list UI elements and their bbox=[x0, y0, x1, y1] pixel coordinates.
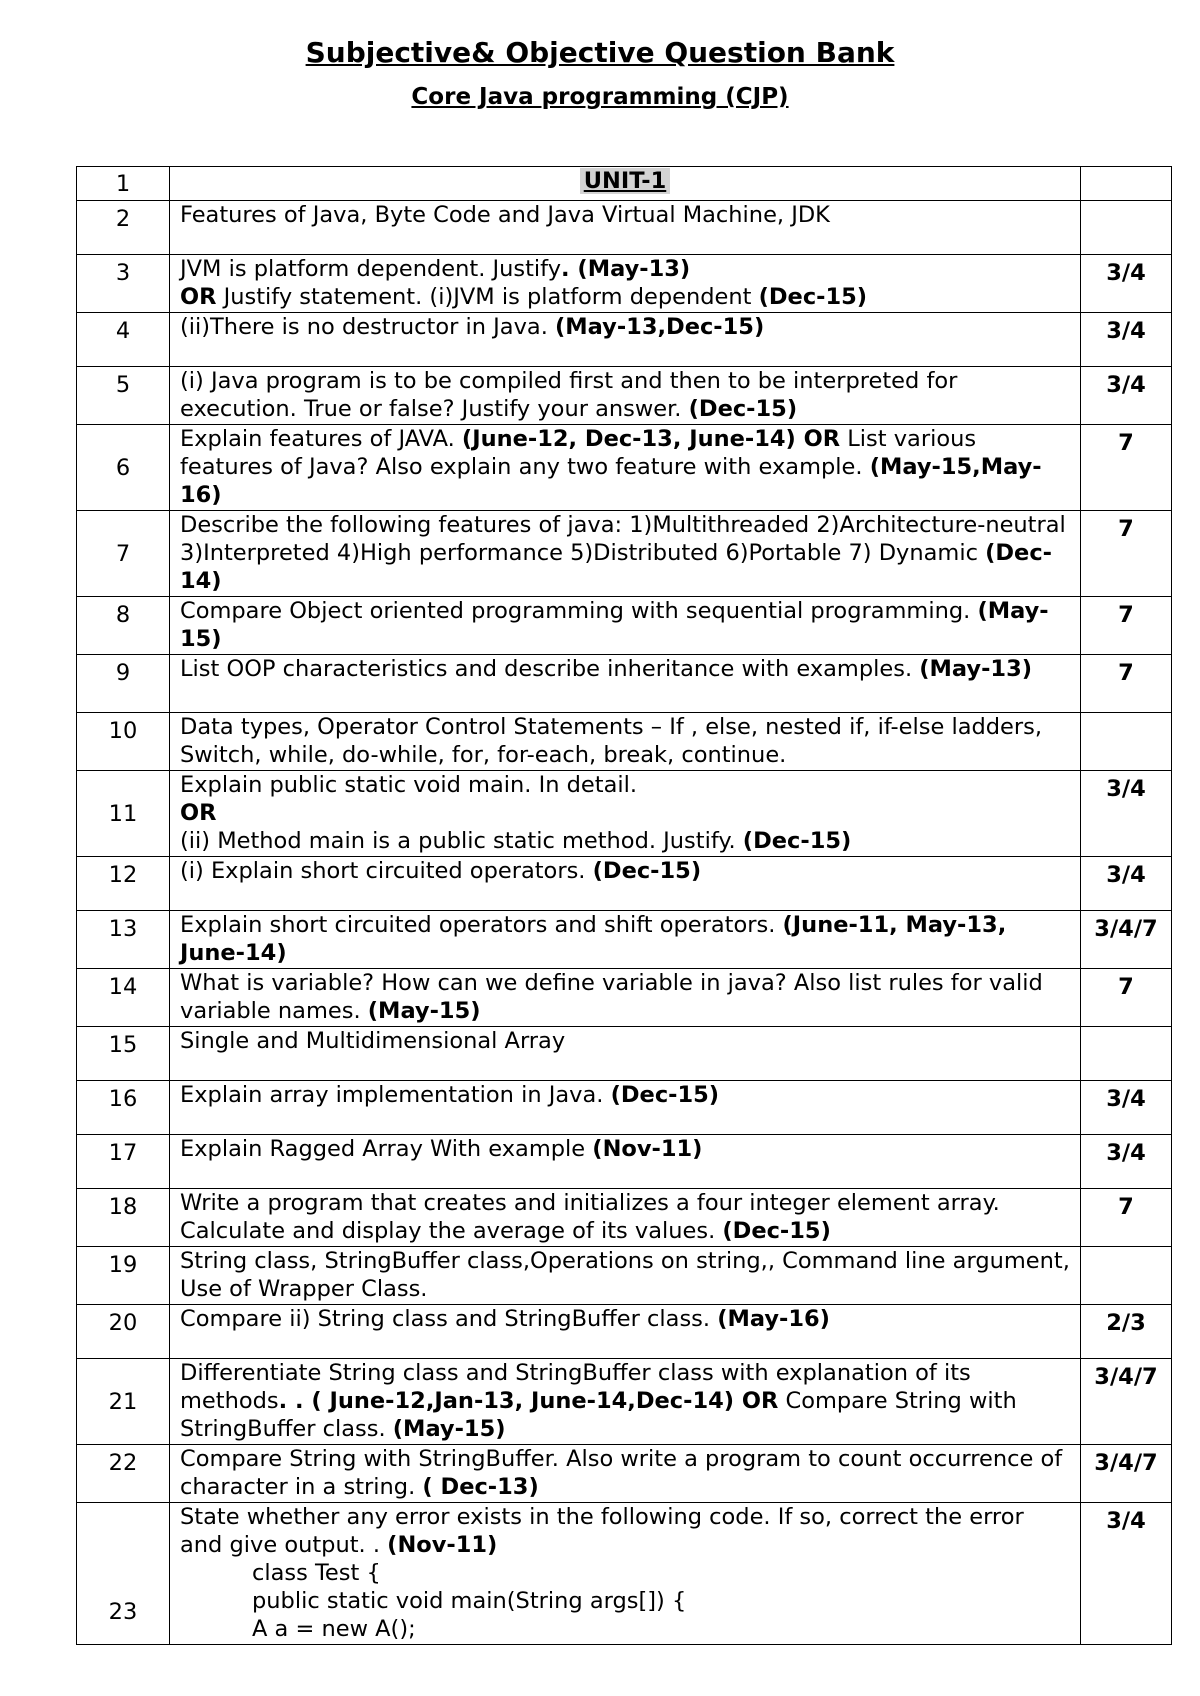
question-text bbox=[170, 1359, 1081, 1445]
question-row bbox=[77, 857, 1172, 911]
question-text bbox=[170, 597, 1081, 655]
marks-cell: 3/4 bbox=[1081, 1135, 1172, 1189]
question-text bbox=[170, 313, 1081, 367]
question-text bbox=[170, 1027, 1081, 1081]
question-line bbox=[180, 969, 1070, 1025]
marks-cell bbox=[1081, 1247, 1172, 1305]
marks-cell: 7 bbox=[1081, 1189, 1172, 1247]
row-number: 19 bbox=[77, 1247, 170, 1305]
row-number: 2 bbox=[77, 201, 170, 255]
row-number: 14 bbox=[77, 969, 170, 1027]
question-row bbox=[77, 969, 1172, 1027]
unit-heading: UNIT-1 bbox=[580, 168, 671, 194]
question-line bbox=[180, 771, 1070, 799]
exam-reference: (Dec-15) bbox=[758, 284, 868, 310]
text-segment: Justify statement. (i)JVM is platform dependent bbox=[216, 284, 759, 310]
marks-cell bbox=[1081, 167, 1172, 201]
question-text bbox=[170, 367, 1081, 425]
question-text bbox=[170, 655, 1081, 713]
question-line bbox=[180, 1135, 1070, 1163]
row-number: 16 bbox=[77, 1081, 170, 1135]
marks-cell: 7 bbox=[1081, 597, 1172, 655]
text-segment: Features of Java, Byte Code and Java Virtual Machine, JDK bbox=[180, 202, 830, 228]
text-segment: Explain short circuited operators and shift operators. bbox=[180, 912, 783, 938]
row-number: 22 bbox=[77, 1445, 170, 1503]
question-row bbox=[77, 597, 1172, 655]
exam-reference: (June-12, Dec-13, June-14) OR bbox=[461, 426, 841, 452]
text-segment: A a = new A(); bbox=[252, 1616, 416, 1642]
marks-cell: 3/4 bbox=[1081, 255, 1172, 313]
marks-cell bbox=[1081, 201, 1172, 255]
marks-cell: 3/4/7 bbox=[1081, 911, 1172, 969]
text-segment: JVM is platform dependent. Justify bbox=[180, 256, 562, 282]
question-line bbox=[180, 713, 1070, 769]
exam-reference: . . ( June-12,Jan-13, June-14,Dec-14) OR bbox=[278, 1388, 779, 1414]
exam-reference: (May-13) bbox=[919, 656, 1033, 682]
exam-reference: (May-15) bbox=[392, 1416, 506, 1442]
question-row bbox=[77, 1445, 1172, 1503]
question-line bbox=[180, 255, 1070, 283]
marks-cell: 3/4 bbox=[1081, 857, 1172, 911]
question-row bbox=[77, 1135, 1172, 1189]
question-line bbox=[180, 1305, 1070, 1333]
marks-cell: 3/4 bbox=[1081, 1503, 1172, 1645]
question-text bbox=[170, 425, 1081, 511]
exam-reference: (May-15) bbox=[367, 998, 481, 1024]
question-line bbox=[180, 1027, 1070, 1055]
text-segment: Explain array implementation in Java. bbox=[180, 1082, 611, 1108]
question-text bbox=[170, 911, 1081, 969]
marks-cell bbox=[1081, 1027, 1172, 1081]
exam-reference: OR bbox=[180, 800, 217, 826]
question-row bbox=[77, 655, 1172, 713]
question-text bbox=[170, 1189, 1081, 1247]
question-row bbox=[77, 1305, 1172, 1359]
question-row bbox=[77, 1359, 1172, 1445]
question-line bbox=[180, 1445, 1070, 1501]
exam-reference: (May-13,Dec-15) bbox=[555, 314, 765, 340]
row-number: 7 bbox=[77, 511, 170, 597]
unit-row bbox=[77, 167, 1172, 201]
marks-cell: 3/4 bbox=[1081, 313, 1172, 367]
text-segment: Describe the following features of java: 1)Multithreaded 2)Architecture-neutral 3)Interpreted 4)High performance 5)Distributed 6)Portable 7) Dynamic bbox=[180, 512, 1066, 566]
exam-reference: (Dec-15) bbox=[610, 1082, 720, 1108]
question-table-body bbox=[77, 167, 1172, 1645]
text-segment: Compare ii) String class and StringBuffer class. bbox=[180, 1306, 718, 1332]
question-line bbox=[180, 827, 1070, 855]
text-segment: Explain Ragged Array With example bbox=[180, 1136, 593, 1162]
row-number: 17 bbox=[77, 1135, 170, 1189]
question-line bbox=[180, 1503, 1070, 1559]
row-number: 18 bbox=[77, 1189, 170, 1247]
row-number: 3 bbox=[77, 255, 170, 313]
marks-cell: 7 bbox=[1081, 655, 1172, 713]
question-line bbox=[180, 425, 1070, 509]
question-row bbox=[77, 201, 1172, 255]
question-text bbox=[170, 201, 1081, 255]
text-segment: List OOP characteristics and describe inheritance with examples. bbox=[180, 656, 920, 682]
marks-cell: 3/4 bbox=[1081, 367, 1172, 425]
question-text bbox=[170, 1135, 1081, 1189]
exam-reference: (May-16) bbox=[717, 1306, 830, 1332]
text-segment: (ii)There is no destructor in Java. bbox=[180, 314, 555, 340]
question-line bbox=[180, 201, 1070, 229]
text-segment: Write a program that creates and initializes a four integer element array. Calculate and display the average of its values. bbox=[180, 1190, 1000, 1244]
row-number: 20 bbox=[77, 1305, 170, 1359]
question-line bbox=[180, 1247, 1070, 1303]
question-text bbox=[170, 511, 1081, 597]
text-segment: Data types, Operator Control Statements – If , else, nested if, if-else ladders, Switch, while, do-while, for, for-each, break, continue. bbox=[180, 714, 1043, 768]
row-number: 6 bbox=[77, 425, 170, 511]
row-number: 13 bbox=[77, 911, 170, 969]
question-line bbox=[180, 1081, 1070, 1109]
question-row bbox=[77, 1189, 1172, 1247]
exam-reference: (Dec-15) bbox=[742, 828, 852, 854]
marks-cell: 7 bbox=[1081, 511, 1172, 597]
question-row bbox=[77, 255, 1172, 313]
text-segment: Compare Object oriented programming with sequential programming. bbox=[180, 598, 978, 624]
question-text bbox=[170, 1247, 1081, 1305]
marks-cell: 7 bbox=[1081, 969, 1172, 1027]
text-segment: public static void main(String args[]) { bbox=[252, 1588, 687, 1614]
text-segment: What is variable? How can we define variable in java? Also list rules for valid variable names. bbox=[180, 970, 1043, 1024]
question-text bbox=[170, 969, 1081, 1027]
row-number: 12 bbox=[77, 857, 170, 911]
question-row bbox=[77, 1503, 1172, 1645]
question-text bbox=[170, 771, 1081, 857]
text-segment: State whether any error exists in the following code. If so, correct the error and give output. . bbox=[180, 1504, 1024, 1558]
question-text bbox=[170, 1503, 1081, 1645]
exam-reference: (Nov-11) bbox=[592, 1136, 703, 1162]
page-title: Subjective& Objective Question Bank bbox=[305, 36, 895, 69]
text-segment: (i) Explain short circuited operators. bbox=[180, 858, 593, 884]
marks-cell bbox=[1081, 713, 1172, 771]
question-line bbox=[180, 911, 1070, 967]
row-number: 11 bbox=[77, 771, 170, 857]
marks-cell: 3/4 bbox=[1081, 771, 1172, 857]
question-line bbox=[180, 1359, 1070, 1443]
exam-reference: . (May-13) bbox=[561, 256, 691, 282]
text-segment: String class, StringBuffer class,Operations on string,, Command line argument, Use of Wrapper Class. bbox=[180, 1248, 1070, 1302]
text-segment: Compare String with StringBuffer. Also write a program to count occurrence of character in a string. bbox=[180, 1446, 1063, 1500]
marks-cell: 2/3 bbox=[1081, 1305, 1172, 1359]
code-line bbox=[180, 1615, 1070, 1643]
exam-reference: (May-15) bbox=[180, 598, 1049, 652]
exam-reference: (May-15,May-16) bbox=[180, 454, 1042, 508]
question-line bbox=[180, 511, 1070, 595]
marks-cell: 3/4 bbox=[1081, 1081, 1172, 1135]
question-line bbox=[180, 367, 1070, 423]
row-number: 1 bbox=[77, 167, 170, 201]
code-line bbox=[180, 1587, 1070, 1615]
page-subtitle: Core Java programming (CJP) bbox=[411, 84, 789, 110]
exam-reference: (Dec-15) bbox=[592, 858, 702, 884]
text-segment: Explain features of JAVA. bbox=[180, 426, 462, 452]
question-line bbox=[180, 799, 1070, 827]
question-text bbox=[170, 857, 1081, 911]
question-row bbox=[77, 713, 1172, 771]
marks-cell: 7 bbox=[1081, 425, 1172, 511]
exam-reference: ( Dec-13) bbox=[422, 1474, 539, 1500]
question-row bbox=[77, 911, 1172, 969]
row-number: 8 bbox=[77, 597, 170, 655]
question-line bbox=[180, 283, 1070, 311]
question-line bbox=[180, 1189, 1070, 1245]
text-segment: Compare String with StringBuffer class. bbox=[180, 1388, 1017, 1442]
question-text bbox=[170, 1445, 1081, 1503]
question-text bbox=[170, 255, 1081, 313]
text-segment: (i) Java program is to be compiled first and then to be interpreted for execution. True or false? Justify your answer. bbox=[180, 368, 958, 422]
code-line bbox=[180, 1559, 1070, 1587]
question-row bbox=[77, 1081, 1172, 1135]
question-line bbox=[180, 655, 1070, 683]
row-number: 15 bbox=[77, 1027, 170, 1081]
text-segment: Differentiate String class and StringBuffer class with explanation of its methods bbox=[180, 1360, 971, 1414]
question-row bbox=[77, 1027, 1172, 1081]
exam-reference: (Nov-11) bbox=[387, 1532, 498, 1558]
exam-reference: (June-11, May-13, June-14) bbox=[180, 912, 1007, 966]
question-text bbox=[170, 1305, 1081, 1359]
exam-reference: (Dec-15) bbox=[688, 396, 798, 422]
text-segment: class Test { bbox=[252, 1560, 381, 1586]
marks-cell: 3/4/7 bbox=[1081, 1359, 1172, 1445]
question-row bbox=[77, 313, 1172, 367]
row-number: 5 bbox=[77, 367, 170, 425]
row-number: 21 bbox=[77, 1359, 170, 1445]
exam-reference: OR bbox=[180, 284, 217, 310]
text-segment: (ii) Method main is a public static method. Justify. bbox=[180, 828, 743, 854]
question-table bbox=[76, 166, 1172, 1645]
marks-cell: 3/4/7 bbox=[1081, 1445, 1172, 1503]
text-segment: Single and Multidimensional Array bbox=[180, 1028, 566, 1054]
row-number: 4 bbox=[77, 313, 170, 367]
question-row bbox=[77, 425, 1172, 511]
text-segment: Explain public static void main. In detail. bbox=[180, 772, 638, 798]
row-number: 23 bbox=[77, 1503, 170, 1645]
exam-reference: (Dec-14) bbox=[180, 540, 1052, 594]
question-line bbox=[180, 857, 1070, 885]
unit-heading-cell bbox=[170, 167, 1081, 201]
question-line bbox=[180, 597, 1070, 653]
text-segment: List various features of Java? Also explain any two feature with example. bbox=[180, 426, 977, 480]
question-row bbox=[77, 1247, 1172, 1305]
question-line bbox=[180, 313, 1070, 341]
question-row bbox=[77, 511, 1172, 597]
question-text bbox=[170, 1081, 1081, 1135]
row-number: 9 bbox=[77, 655, 170, 713]
row-number: 10 bbox=[77, 713, 170, 771]
exam-reference: (Dec-15) bbox=[722, 1218, 831, 1244]
question-row bbox=[77, 771, 1172, 857]
question-text bbox=[170, 713, 1081, 771]
question-row bbox=[77, 367, 1172, 425]
